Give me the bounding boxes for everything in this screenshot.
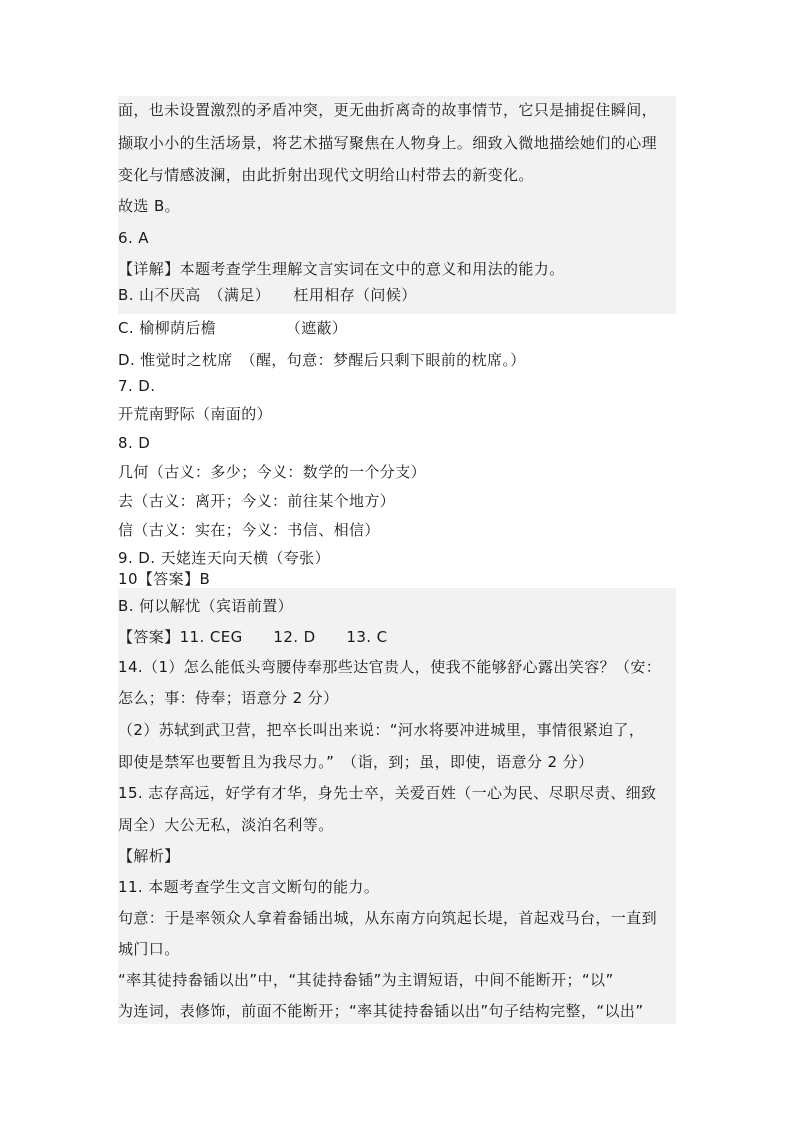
text-line: 即使是禁军也要暂且为我尽力。” （诣，到；虽，即使，语意分 2 分）	[118, 753, 594, 771]
text-line: 14.（1）怎么能低头弯腰侍奉那些达官贵人，使我不能够舒心露出笑容？（安：	[118, 658, 662, 676]
question-answer: 【答案】11. CEG 12. D 13. C	[118, 628, 388, 646]
text-line: 几何（古义：多少；今义：数学的一个分支）	[118, 463, 427, 481]
text-line: B. 何以解忧（宾语前置）	[118, 597, 294, 615]
text-line: 为连词，表修饰，前面不能断开；“率其徒持畚锸以出”句子结构完整，“以出”	[118, 1002, 644, 1020]
text-line: （2）苏轼到武卫营，把卒长叫出来说：“河水将要冲进城里，事情很紧迫了，	[118, 721, 645, 739]
section-heading: 【解析】	[118, 847, 180, 865]
text-line: 去（古义：离开；今义：前往某个地方）	[118, 492, 396, 510]
text-line: C. 榆柳荫后檐 （遮蔽）	[118, 319, 348, 337]
text-line: 怎么；事：侍奉；语意分 2 分）	[118, 689, 339, 707]
text-line: 故选 B。	[118, 197, 181, 215]
question-answer: 6. A	[118, 229, 149, 247]
text-line: 周全）大公无私，淡泊名利等。	[118, 816, 334, 834]
shaded-block-bottom	[118, 588, 676, 1024]
question-answer: 8. D	[118, 434, 151, 452]
text-line: 面，也未设置激烈的矛盾冲突，更无曲折离奇的故事情节，它只是捕捉住瞬间，	[118, 101, 658, 119]
question-answer: 7. D.	[118, 377, 156, 395]
text-line: “率其徒持畚锸以出”中，“其徒持畚锸”为主谓短语，中间不能断开；“以”	[118, 971, 614, 989]
text-line: 变化与情感波澜，由此折射出现代文明给山村带去的新变化。	[118, 166, 534, 184]
question-answer: 9. D. 天姥连天向天横（夸张）	[118, 549, 330, 567]
text-line: 撷取小小的生活场景，将艺术描写聚焦在人物身上。细致入微地描绘她们的心理	[118, 134, 658, 152]
question-answer: 10【答案】B	[118, 570, 211, 588]
shaded-block-top	[118, 96, 676, 314]
text-line: 11. 本题考查学生文言文断句的能力。	[118, 878, 380, 896]
text-line: 开荒南野际（南面的）	[118, 405, 273, 423]
text-line: 15. 志存高远，好学有才华，身先士卒，关爱百姓（一心为民、尽职尽责、细致	[118, 784, 657, 802]
text-line: 句意：于是率领众人拿着畚锸出城，从东南方向筑起长堤，首起戏马台，一直到	[118, 909, 658, 927]
text-line: 【详解】本题考查学生理解文言实词在文中的意义和用法的能力。	[118, 260, 565, 278]
text-line: B. 山不厌高 （满足） 枉用相存（问候）	[118, 286, 417, 304]
text-line: 信（古义：实在；今义：书信、相信）	[118, 521, 380, 539]
text-line: D. 惟觉时之枕席 （醒，句意：梦醒后只剩下眼前的枕席。）	[118, 351, 526, 369]
text-line: 城门口。	[118, 940, 180, 958]
